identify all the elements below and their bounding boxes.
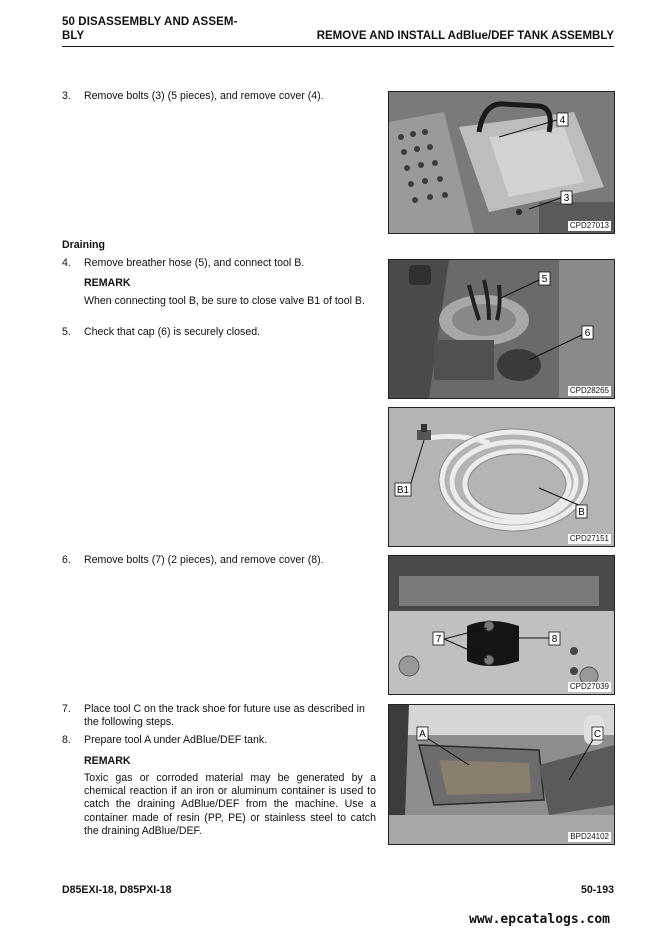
step-3 <box>62 90 377 103</box>
figure-tools-a-c <box>388 704 615 845</box>
label-3: 3 <box>563 193 570 204</box>
figure-breather-hose <box>388 259 615 399</box>
step-number: 8. <box>62 734 71 746</box>
step-text: Remove bolts (7) (2 pieces), and remove cover (8). <box>84 554 324 566</box>
page-title: REMOVE AND INSTALL AdBlue/DEF TANK ASSEMBLY <box>316 30 614 42</box>
label-b1: B1 <box>396 485 410 496</box>
remark-text: When connecting tool B, be sure to close valve B1 of tool B. <box>84 295 365 307</box>
figure-caption: CPD28265 <box>569 386 609 395</box>
step-text: Place tool C on the track shoe for future use as described in the following steps. <box>84 703 365 728</box>
remark-heading: REMARK <box>84 755 131 767</box>
figure-caption: BPD24102 <box>570 832 609 841</box>
label-b: B <box>578 507 585 518</box>
remark-heading: REMARK <box>84 277 131 289</box>
step-text: Remove breather hose (5), and connect tool B. <box>84 257 305 269</box>
watermark: www.epcatalogs.com <box>469 912 610 927</box>
figure-illustration <box>389 408 614 546</box>
figure-illustration <box>389 556 614 694</box>
step-text: Check that cap (6) is securely closed. <box>84 326 261 338</box>
header-rule <box>62 46 614 47</box>
draining-heading: Draining <box>62 239 105 251</box>
figure-illustration <box>389 705 614 844</box>
step-number: 4. <box>62 257 71 269</box>
step-number: 7. <box>62 703 71 715</box>
label-a: A <box>419 729 426 740</box>
step-4 <box>62 257 377 270</box>
step-8 <box>62 734 377 747</box>
step-number: 3. <box>62 90 71 102</box>
step-text: Remove bolts (3) (5 pieces), and remove cover (4). <box>84 90 324 102</box>
step-text: Prepare tool A under AdBlue/DEF tank. <box>84 734 268 746</box>
step-5 <box>62 326 377 339</box>
figure-caption: CPD27151 <box>569 534 609 543</box>
section-title: 50 DISASSEMBLY AND ASSEM-BLY <box>62 16 238 42</box>
label-4: 4 <box>559 115 566 126</box>
figure-tool-b <box>388 407 615 547</box>
figure-caption: CPD27039 <box>569 682 609 691</box>
label-7: 7 <box>435 634 442 645</box>
step-number: 5. <box>62 326 71 338</box>
footer-page-number: 50-193 <box>581 884 614 896</box>
label-5: 5 <box>541 274 548 285</box>
figure-illustration <box>389 260 614 398</box>
step-6 <box>62 554 377 567</box>
figure-cover-8 <box>388 555 615 695</box>
label-6: 6 <box>584 328 591 339</box>
remark-text: Toxic gas or corroded material may be generated by a chemical reaction if an iron or aluminum container is used to catch the draining AdBlue/DEF from the machine. Use a container made of resin (PP, PE) or stainless steel to catch the draining AdBlue/DEF. <box>84 772 376 837</box>
step-number: 6. <box>62 554 71 566</box>
label-c: C <box>593 729 602 740</box>
footer-model: D85EXI-18, D85PXI-18 <box>62 884 172 896</box>
figure-caption: CPD27013 <box>569 221 609 230</box>
figure-cover-bolts <box>388 91 615 234</box>
figure-illustration <box>389 92 614 233</box>
step-7 <box>62 703 377 729</box>
label-8: 8 <box>551 634 558 645</box>
